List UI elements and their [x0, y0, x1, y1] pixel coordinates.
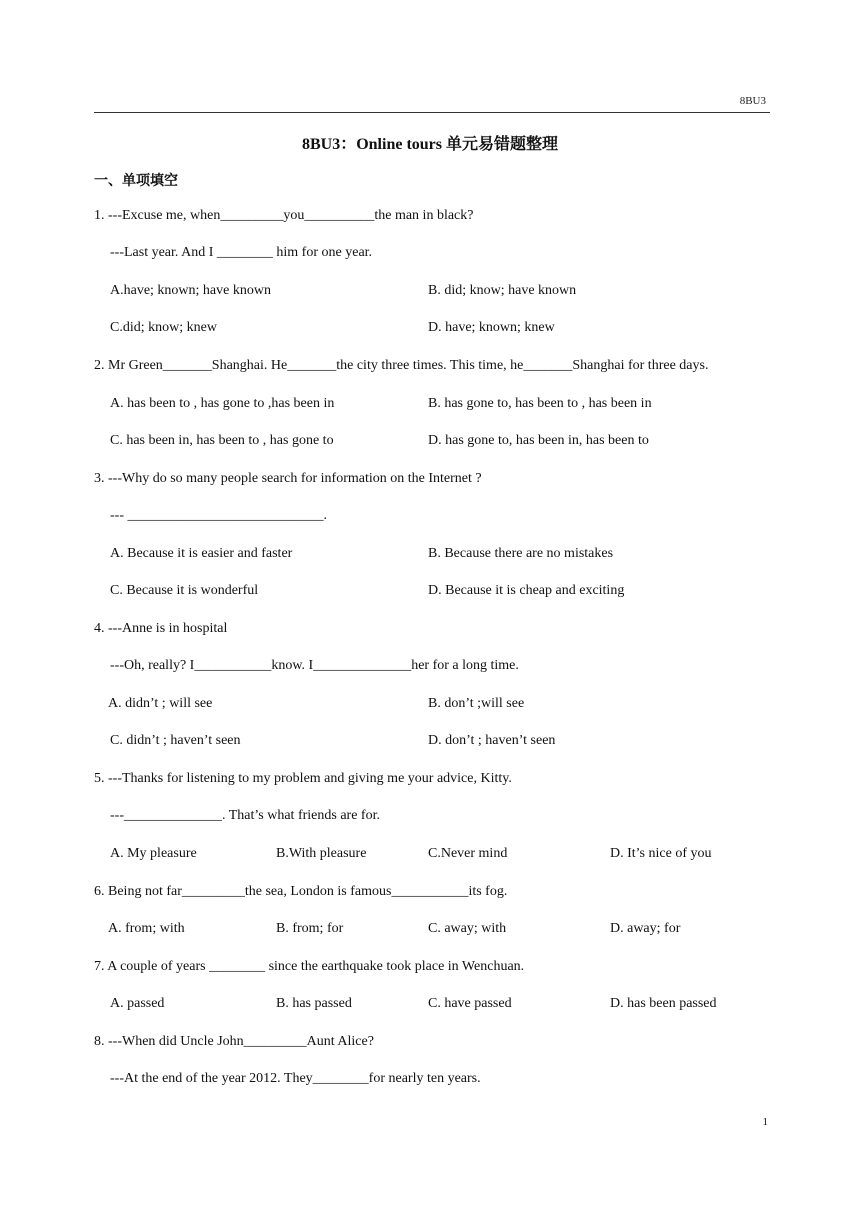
question-3-option-c: C. Because it is wonderful	[110, 583, 259, 598]
question-7-stem: 7. A couple of years ________ since the earthquake took place in Wenchuan.	[94, 959, 525, 974]
question-2-option-a: A. has been to , has gone to ,has been in	[110, 396, 335, 411]
question-2-option-c: C. has been in, has been to , has gone to	[110, 433, 334, 448]
question-2-option-b: B. has gone to, has been to , has been in	[428, 396, 652, 411]
question-1-option-a: A.have; known; have known	[110, 283, 271, 298]
page-number: 1	[762, 1116, 768, 1128]
question-8-answer-line: ---At the end of the year 2012. They________for nearly ten years.	[110, 1071, 481, 1086]
question-6-option-a: A. from; with	[108, 921, 185, 936]
question-5-option-c: C.Never mind	[428, 846, 508, 861]
question-3-option-b: B. Because there are no mistakes	[428, 546, 614, 561]
question-6-option-c: C. away; with	[428, 921, 507, 936]
question-5-option-d: D. It’s nice of you	[610, 846, 712, 861]
question-1-answer-line: ---Last year. And I ________ him for one year.	[110, 245, 373, 260]
question-4-answer-line: ---Oh, really? I___________know. I______________her for a long time.	[110, 658, 519, 673]
question-1-option-d: D. have; known; knew	[428, 320, 555, 335]
header-rule	[94, 112, 770, 113]
question-2-option-d: D. has gone to, has been in, has been to	[428, 433, 649, 448]
question-4-option-c: C. didn’t ; haven’t seen	[110, 733, 241, 748]
question-6-stem: 6. Being not far_________the sea, London is famous___________its fog.	[94, 884, 508, 899]
question-1-stem: 1. ---Excuse me, when_________you__________the man in black?	[94, 208, 474, 223]
question-1-option-b: B. did; know; have known	[428, 283, 577, 298]
question-5-stem: 5. ---Thanks for listening to my problem and giving me your advice, Kitty.	[94, 771, 512, 786]
question-7-option-b: B. has passed	[276, 996, 352, 1011]
question-5-option-b: B.With pleasure	[276, 846, 367, 861]
question-4-option-b: B. don’t ;will see	[428, 696, 525, 711]
question-8-stem: 8. ---When did Uncle John_________Aunt Alice?	[94, 1034, 374, 1049]
question-7-option-a: A. passed	[110, 996, 165, 1011]
question-6-option-d: D. away; for	[610, 921, 681, 936]
section-title: 一、单项填空	[94, 174, 178, 189]
question-4-option-a: A. didn’t ; will see	[108, 696, 213, 711]
question-4-stem: 4. ---Anne is in hospital	[94, 621, 228, 636]
question-4-option-d: D. don’t ; haven’t seen	[428, 733, 556, 748]
question-2-stem: 2. Mr Green_______Shanghai. He_______the city three times. This time, he_______Shanghai for three days.	[94, 358, 709, 373]
question-6-option-b: B. from; for	[276, 921, 344, 936]
question-5-answer-line: ---______________. That’s what friends are for.	[110, 808, 380, 823]
question-3-option-a: A. Because it is easier and faster	[110, 546, 293, 561]
question-1-option-c: C.did; know; knew	[110, 320, 217, 335]
question-3-stem: 3. ---Why do so many people search for information on the Internet ?	[94, 471, 482, 486]
question-7-option-d: D. has been passed	[610, 996, 717, 1011]
header-code: 8BU3	[739, 95, 766, 107]
question-7-option-c: C. have passed	[428, 996, 512, 1011]
page-title: 8BU3：Online tours 单元易错题整理	[301, 136, 559, 153]
question-3-answer-line: --- ____________________________.	[110, 508, 327, 523]
question-3-option-d: D. Because it is cheap and exciting	[428, 583, 625, 598]
question-5-option-a: A. My pleasure	[110, 846, 197, 861]
